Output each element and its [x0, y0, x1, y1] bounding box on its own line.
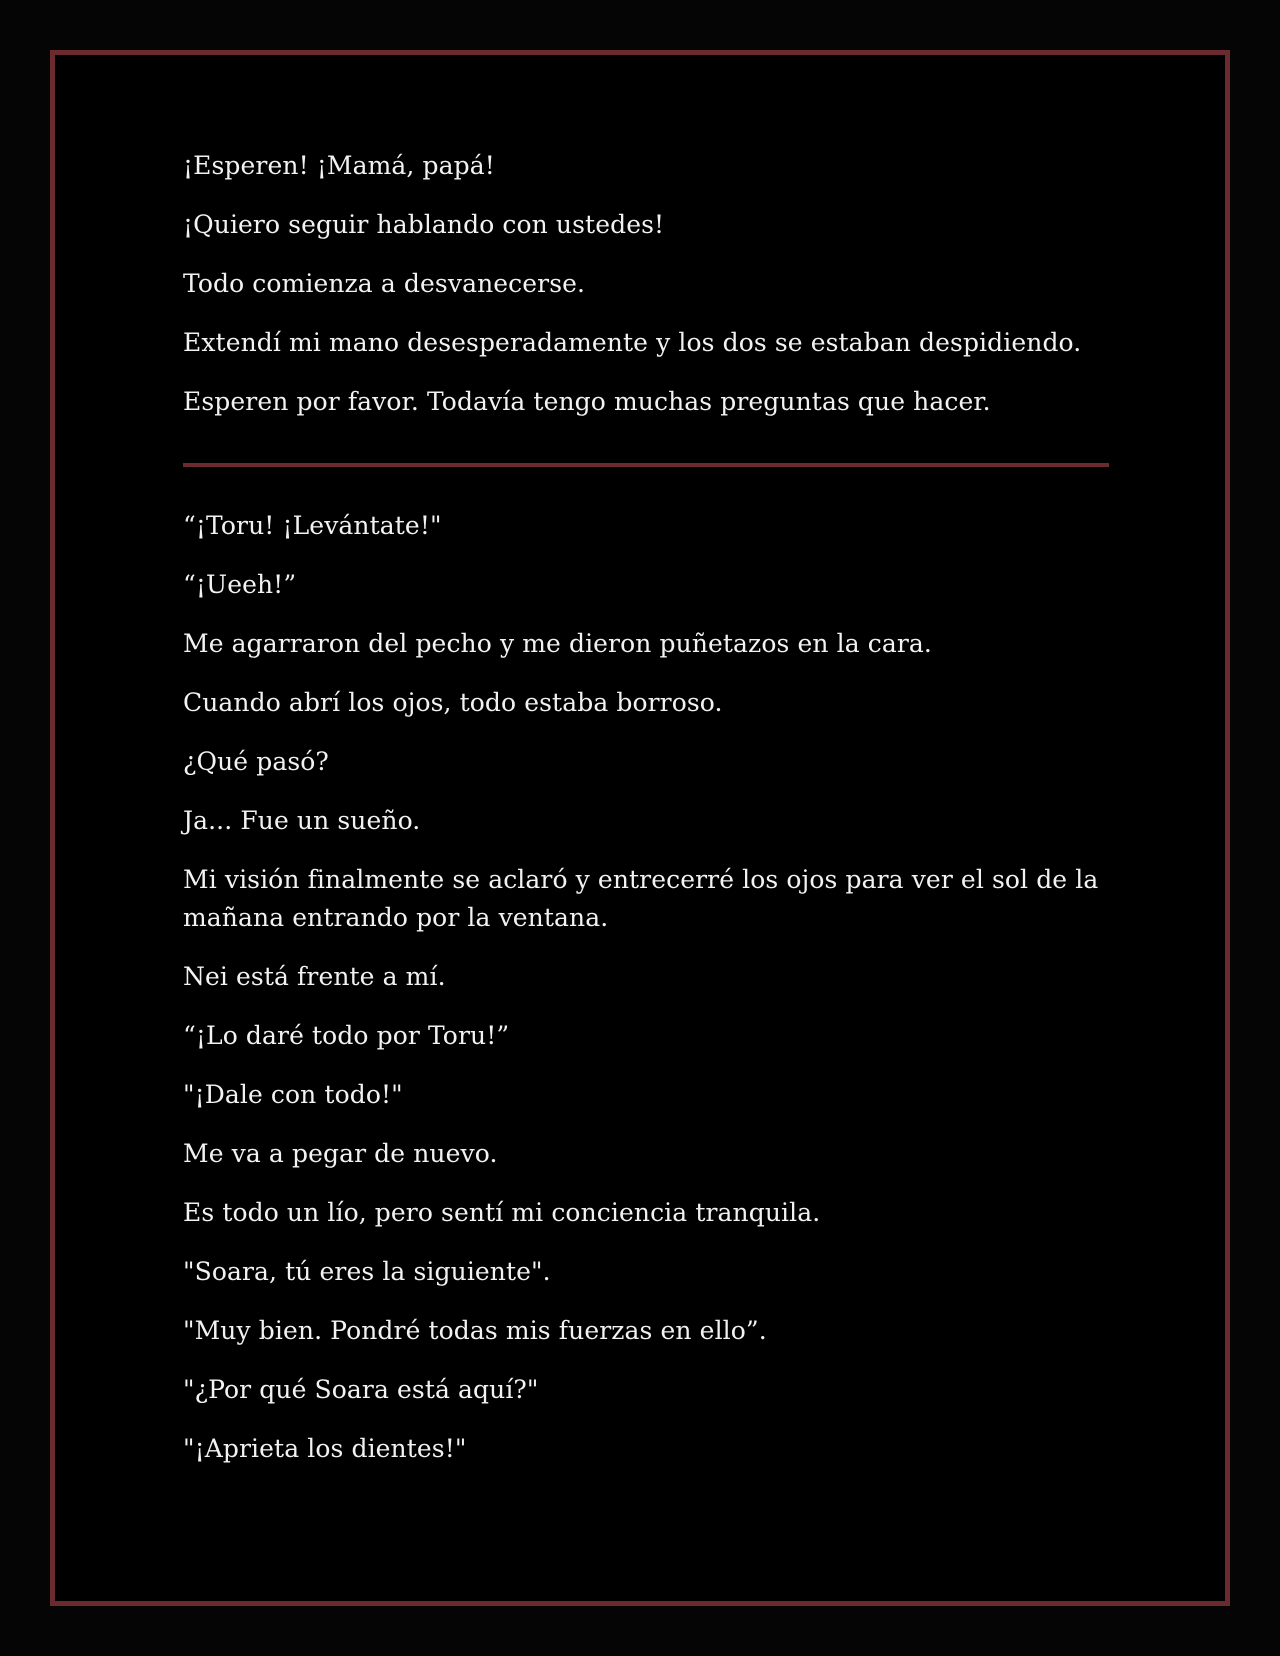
paragraph: “¡Ueeh!” [183, 570, 297, 599]
paragraph: "Muy bien. Pondré todas mis fuerzas en ello”. [183, 1316, 767, 1345]
paragraph: “¡Lo daré todo por Toru!” [183, 1021, 510, 1050]
paragraph: Ja... Fue un sueño. [183, 806, 421, 835]
paragraph: "Soara, tú eres la siguiente". [183, 1257, 551, 1286]
paragraph: "¿Por qué Soara está aquí?" [183, 1375, 539, 1404]
paragraph: Nei está frente a mí. [183, 962, 446, 991]
paragraph: Es todo un lío, pero sentí mi conciencia tranquila. [183, 1198, 821, 1227]
paragraph: ¡Esperen! ¡Mamá, papá! [183, 151, 495, 180]
paragraph: Me agarraron del pecho y me dieron puñetazos en la cara. [183, 629, 932, 658]
paragraph: ¡Quiero seguir hablando con ustedes! [183, 210, 665, 239]
paragraph: Mi visión finalmente se aclaró y entrecerré los ojos para ver el sol de la mañana entrando por la ventana. [183, 865, 1099, 932]
paragraph: “¡Toru! ¡Levántate!" [183, 511, 442, 540]
paragraph: Extendí mi mano desesperadamente y los dos se estaban despidiendo. [183, 328, 1082, 357]
paragraph: Me va a pegar de nuevo. [183, 1139, 498, 1168]
section-dream [183, 147, 1109, 421]
paragraph: Cuando abrí los ojos, todo estaba borroso. [183, 688, 723, 717]
paragraph: ¿Qué pasó? [183, 747, 329, 776]
paragraph: "¡Dale con todo!" [183, 1080, 403, 1109]
section-awakening [183, 507, 1109, 1468]
paragraph: Esperen por favor. Todavía tengo muchas preguntas que hacer. [183, 387, 991, 416]
page-frame [50, 50, 1230, 1606]
document-content [183, 147, 1109, 1489]
section-divider [183, 463, 1109, 467]
paragraph: Todo comienza a desvanecerse. [183, 269, 586, 298]
paragraph: "¡Aprieta los dientes!" [183, 1434, 467, 1463]
